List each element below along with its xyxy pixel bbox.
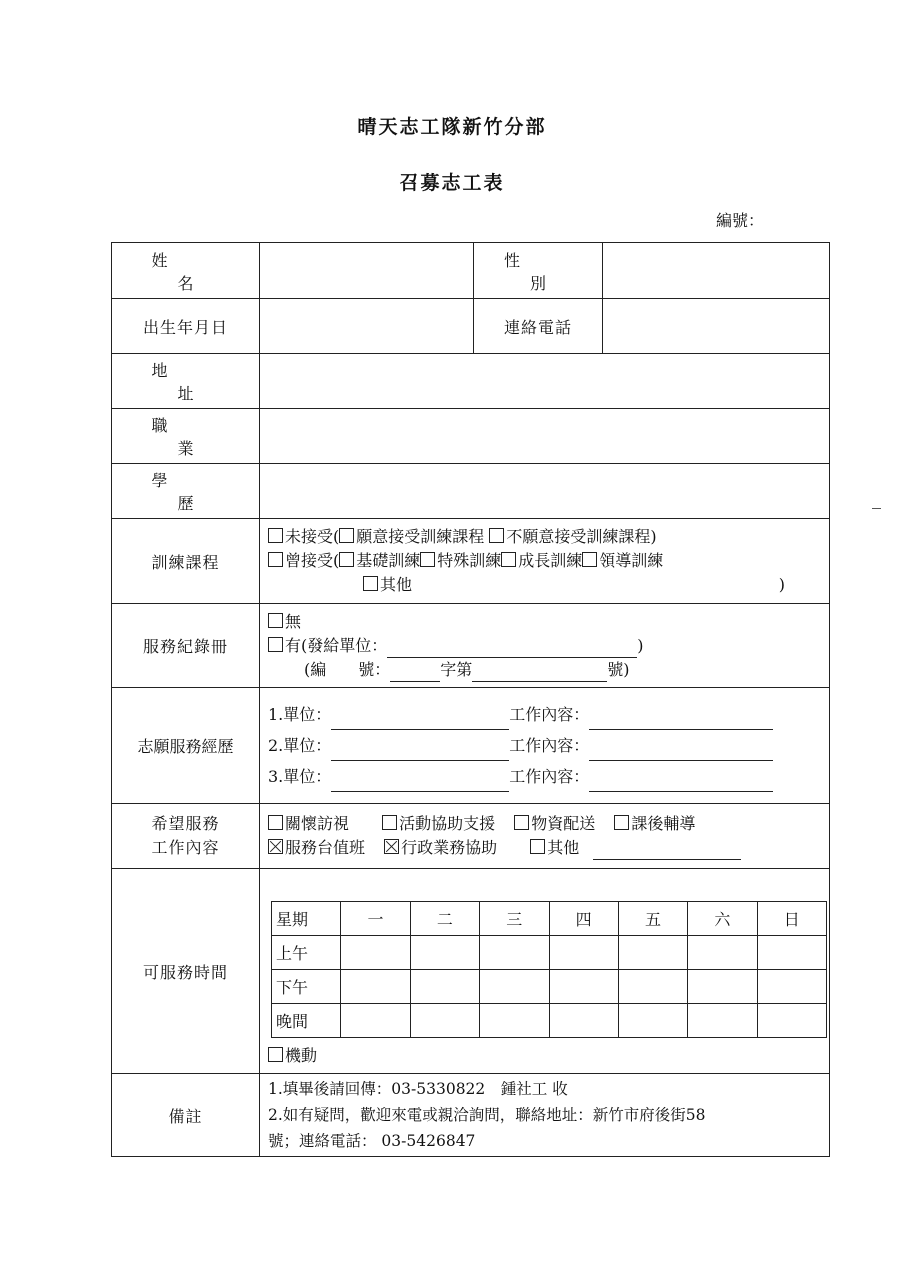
leader-label: 領導訓練	[599, 551, 664, 570]
not-taken-label: 未接受(	[285, 527, 340, 546]
schedule-slot[interactable]	[480, 970, 549, 1004]
schedule-header-tue: 二	[410, 902, 479, 936]
experience-content-label: 工作內容：	[509, 705, 590, 724]
schedule-slot[interactable]	[549, 970, 618, 1004]
schedule-slot[interactable]	[480, 1004, 549, 1038]
schedule-slot[interactable]	[757, 970, 826, 1004]
checkbox-unwilling[interactable]	[489, 528, 504, 543]
checkbox-desk-checked[interactable]	[268, 839, 283, 854]
other-training-label: 其他	[380, 575, 413, 594]
checkbox-supplies[interactable]	[514, 815, 529, 830]
experience-content-blank[interactable]	[589, 774, 773, 792]
schedule-cell	[260, 869, 830, 1074]
schedule-label: 可服務時間	[112, 869, 260, 1074]
name-label: 姓名	[112, 243, 260, 299]
experience-unit-blank[interactable]	[331, 743, 509, 761]
wish-label-line1: 希望服務	[151, 814, 220, 833]
scan-mark	[872, 508, 881, 509]
volunteer-form	[111, 242, 830, 1157]
checkbox-flexible[interactable]	[268, 1047, 283, 1062]
experience-list	[260, 688, 830, 804]
gender-label: 性別	[474, 243, 603, 299]
experience-unit-blank[interactable]	[331, 712, 509, 730]
checkbox-growth[interactable]	[501, 552, 516, 567]
experience-unit-label: 1.單位：	[268, 705, 332, 724]
schedule-header-thu: 四	[549, 902, 618, 936]
schedule-slot[interactable]	[618, 936, 687, 970]
option-admin-label: 行政業務協助	[401, 838, 498, 857]
birth-label: 出生年月日	[112, 299, 260, 354]
checkbox-special[interactable]	[420, 552, 435, 567]
experience-unit-label: 3.單位：	[268, 767, 332, 786]
experience-content-blank[interactable]	[589, 712, 773, 730]
schedule-slot[interactable]	[341, 1004, 410, 1038]
schedule-slot[interactable]	[618, 970, 687, 1004]
schedule-slot[interactable]	[549, 1004, 618, 1038]
record-serial-label: (編 號：	[304, 659, 391, 679]
checkbox-record-none[interactable]	[268, 613, 283, 628]
schedule-header-fri: 五	[618, 902, 687, 936]
experience-content-label: 工作內容：	[509, 736, 590, 755]
experience-content-blank[interactable]	[589, 743, 773, 761]
checkbox-willing[interactable]	[339, 528, 354, 543]
option-desk-label: 服務台值班	[285, 838, 366, 857]
growth-label: 成長訓練	[518, 551, 583, 570]
schedule-slot[interactable]	[688, 1004, 757, 1038]
record-label: 服務紀錄冊	[112, 604, 260, 688]
phone-label: 連絡電話	[474, 299, 603, 354]
phone-field[interactable]	[603, 299, 830, 354]
name-field[interactable]	[260, 243, 474, 299]
schedule-header-mon: 一	[341, 902, 410, 936]
gender-field[interactable]	[603, 243, 830, 299]
checkbox-taken[interactable]	[268, 552, 283, 567]
option-supplies-label: 物資配送	[531, 814, 596, 833]
schedule-slot[interactable]	[618, 1004, 687, 1038]
training-options	[260, 519, 830, 604]
schedule-slot[interactable]	[549, 936, 618, 970]
special-label: 特殊訓練	[437, 551, 502, 570]
taken-label: 曾接受(	[285, 551, 340, 570]
schedule-slot[interactable]	[757, 1004, 826, 1038]
checkbox-other-training[interactable]	[363, 576, 378, 591]
schedule-slot[interactable]	[410, 1004, 479, 1038]
checkbox-wish-other[interactable]	[530, 839, 545, 854]
checkbox-basic[interactable]	[339, 552, 354, 567]
schedule-slot[interactable]	[688, 936, 757, 970]
issuing-unit-blank[interactable]	[387, 640, 637, 658]
schedule-slot[interactable]	[341, 936, 410, 970]
record-has-close: )	[637, 635, 644, 655]
job-field[interactable]	[260, 409, 830, 464]
checkbox-activity[interactable]	[382, 815, 397, 830]
record-none-label: 無	[285, 611, 302, 631]
remarks-line2: 2.如有疑問，歡迎來電或親洽詢問，聯絡地址：新竹市府後街58	[268, 1106, 706, 1124]
record-num-blank[interactable]	[472, 664, 607, 682]
org-title: 晴天志工隊新竹分部	[357, 116, 547, 138]
schedule-row	[272, 1004, 827, 1038]
schedule-table	[271, 901, 827, 1038]
basic-label: 基礎訓練	[356, 551, 421, 570]
flexible-label: 機動	[285, 1046, 318, 1065]
wish-other-blank[interactable]	[593, 842, 741, 860]
schedule-row-afternoon: 下午	[272, 970, 341, 1004]
option-tutoring-label: 課後輔導	[631, 814, 696, 833]
address-field[interactable]	[260, 354, 830, 409]
schedule-row-morning: 上午	[272, 936, 341, 970]
experience-row	[268, 761, 821, 792]
schedule-header-sat: 六	[688, 902, 757, 936]
schedule-row	[272, 970, 827, 1004]
schedule-header-sun: 日	[757, 902, 826, 936]
checkbox-admin-checked[interactable]	[384, 839, 399, 854]
job-label: 職業	[112, 409, 260, 464]
training-close-paren: )	[778, 575, 785, 594]
remarks-line3: 號；連絡電話： 03-5426847	[268, 1132, 476, 1150]
experience-row	[268, 699, 821, 730]
wish-options	[260, 804, 830, 869]
checkbox-record-has[interactable]	[268, 637, 283, 652]
serial-label: 編號：	[716, 211, 765, 230]
experience-unit-label: 2.單位：	[268, 736, 332, 755]
wish-label	[112, 804, 260, 869]
remarks-content	[260, 1074, 830, 1157]
education-label: 學歷	[112, 464, 260, 519]
schedule-slot[interactable]	[341, 970, 410, 1004]
unwilling-label: 不願意接受訓練課程)	[506, 527, 657, 546]
willing-label: 願意接受訓練課程	[356, 527, 485, 546]
schedule-slot[interactable]	[757, 936, 826, 970]
checkbox-tutoring[interactable]	[614, 815, 629, 830]
checkbox-visit[interactable]	[268, 815, 283, 830]
schedule-slot[interactable]	[688, 970, 757, 1004]
schedule-row-evening: 晚間	[272, 1004, 341, 1038]
option-visit-label: 關懷訪視	[285, 814, 350, 833]
training-label: 訓練課程	[112, 519, 260, 604]
address-label: 地址	[112, 354, 260, 409]
form-title: 召募志工表	[399, 172, 505, 194]
experience-unit-blank[interactable]	[331, 774, 509, 792]
checkbox-not-taken[interactable]	[268, 528, 283, 543]
record-num-label: 號)	[607, 659, 630, 679]
record-char-label: 字第	[440, 659, 473, 679]
schedule-slot[interactable]	[410, 936, 479, 970]
checkbox-leader[interactable]	[582, 552, 597, 567]
record-has-label: 有(發給單位：	[285, 635, 388, 655]
option-other-label: 其他	[547, 838, 580, 857]
birth-field[interactable]	[260, 299, 474, 354]
record-options	[260, 604, 830, 688]
schedule-header-week: 星期	[272, 902, 341, 936]
experience-label: 志願服務經歷	[112, 688, 260, 804]
schedule-slot[interactable]	[480, 936, 549, 970]
education-field[interactable]	[260, 464, 830, 519]
schedule-row	[272, 936, 827, 970]
wish-label-line2: 工作內容	[151, 838, 220, 857]
schedule-slot[interactable]	[410, 970, 479, 1004]
remarks-line1: 1.填畢後請回傳：03-5330822 鍾社工 收	[268, 1080, 568, 1098]
schedule-header-wed: 三	[480, 902, 549, 936]
experience-content-label: 工作內容：	[509, 767, 590, 786]
option-activity-label: 活動協助支援	[399, 814, 496, 833]
remarks-label: 備註	[112, 1074, 260, 1157]
experience-row	[268, 730, 821, 761]
record-char-blank[interactable]	[390, 664, 440, 682]
